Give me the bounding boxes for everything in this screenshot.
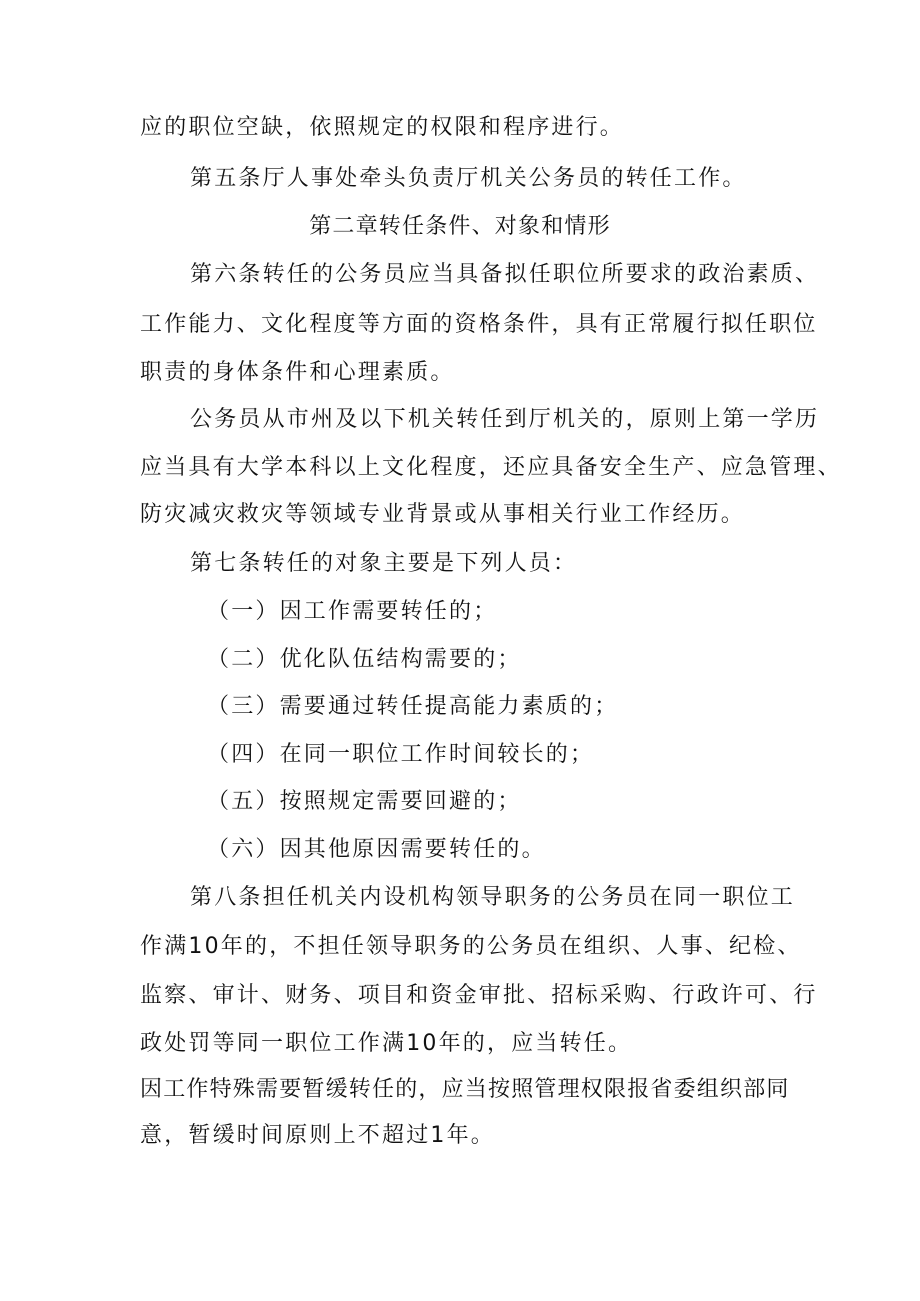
text-line: 意，暂缓时间原则上不超过1年。: [140, 1123, 495, 1148]
list-item: （二）优化队伍结构需要的；: [207, 647, 522, 672]
chapter-heading: 第二章转任条件、对象和情形: [309, 214, 611, 239]
list-item: （四）在同一职位工作时间较长的；: [207, 742, 595, 767]
text-line: 工作能力、文化程度等方面的资格条件，具有正常履行拟任职位: [140, 312, 818, 337]
list-item: （三）需要通过转任提高能力素质的；: [207, 694, 619, 719]
text-line: 因工作特殊需要暂缓转任的，应当按照管理权限报省委组织部同: [140, 1077, 790, 1102]
article-5: 第五条厅人事处牵头负责厅机关公务员的转任工作。: [190, 166, 747, 191]
text-line: 职责的身体条件和心理素质。: [140, 360, 455, 385]
list-item: （六）因其他原因需要转任的。: [207, 837, 546, 862]
text-line: 应当具有大学本科以上文化程度，还应具备安全生产、应急管理、: [140, 455, 842, 480]
text-line: 作满10年的，不担任领导职务的公务员在组织、人事、纪检、: [140, 934, 802, 959]
article-8: 第八条担任机关内设机构领导职务的公务员在同一职位工: [190, 885, 796, 910]
list-item: （一）因工作需要转任的；: [207, 599, 498, 624]
text-line: 防灾减灾救灾等领域专业背景或从事相关行业工作经历。: [140, 502, 746, 527]
list-item: （五）按照规定需要回避的；: [207, 789, 522, 814]
paragraph-start: 公务员从市州及以下机关转任到厅机关的，原则上第一学历: [190, 407, 820, 432]
article-7: 第七条转任的对象主要是下列人员：: [190, 551, 578, 576]
text-line: 应的职位空缺，依照规定的权限和程序进行。: [140, 115, 625, 140]
text-line: 监察、审计、财务、项目和资金审批、招标采购、行政许可、行: [140, 983, 818, 1008]
text-line: 政处罚等同一职位工作满10年的，应当转任。: [140, 1031, 633, 1056]
article-6: 第六条转任的公务员应当具备拟任职位所要求的政治素质、: [190, 262, 820, 287]
